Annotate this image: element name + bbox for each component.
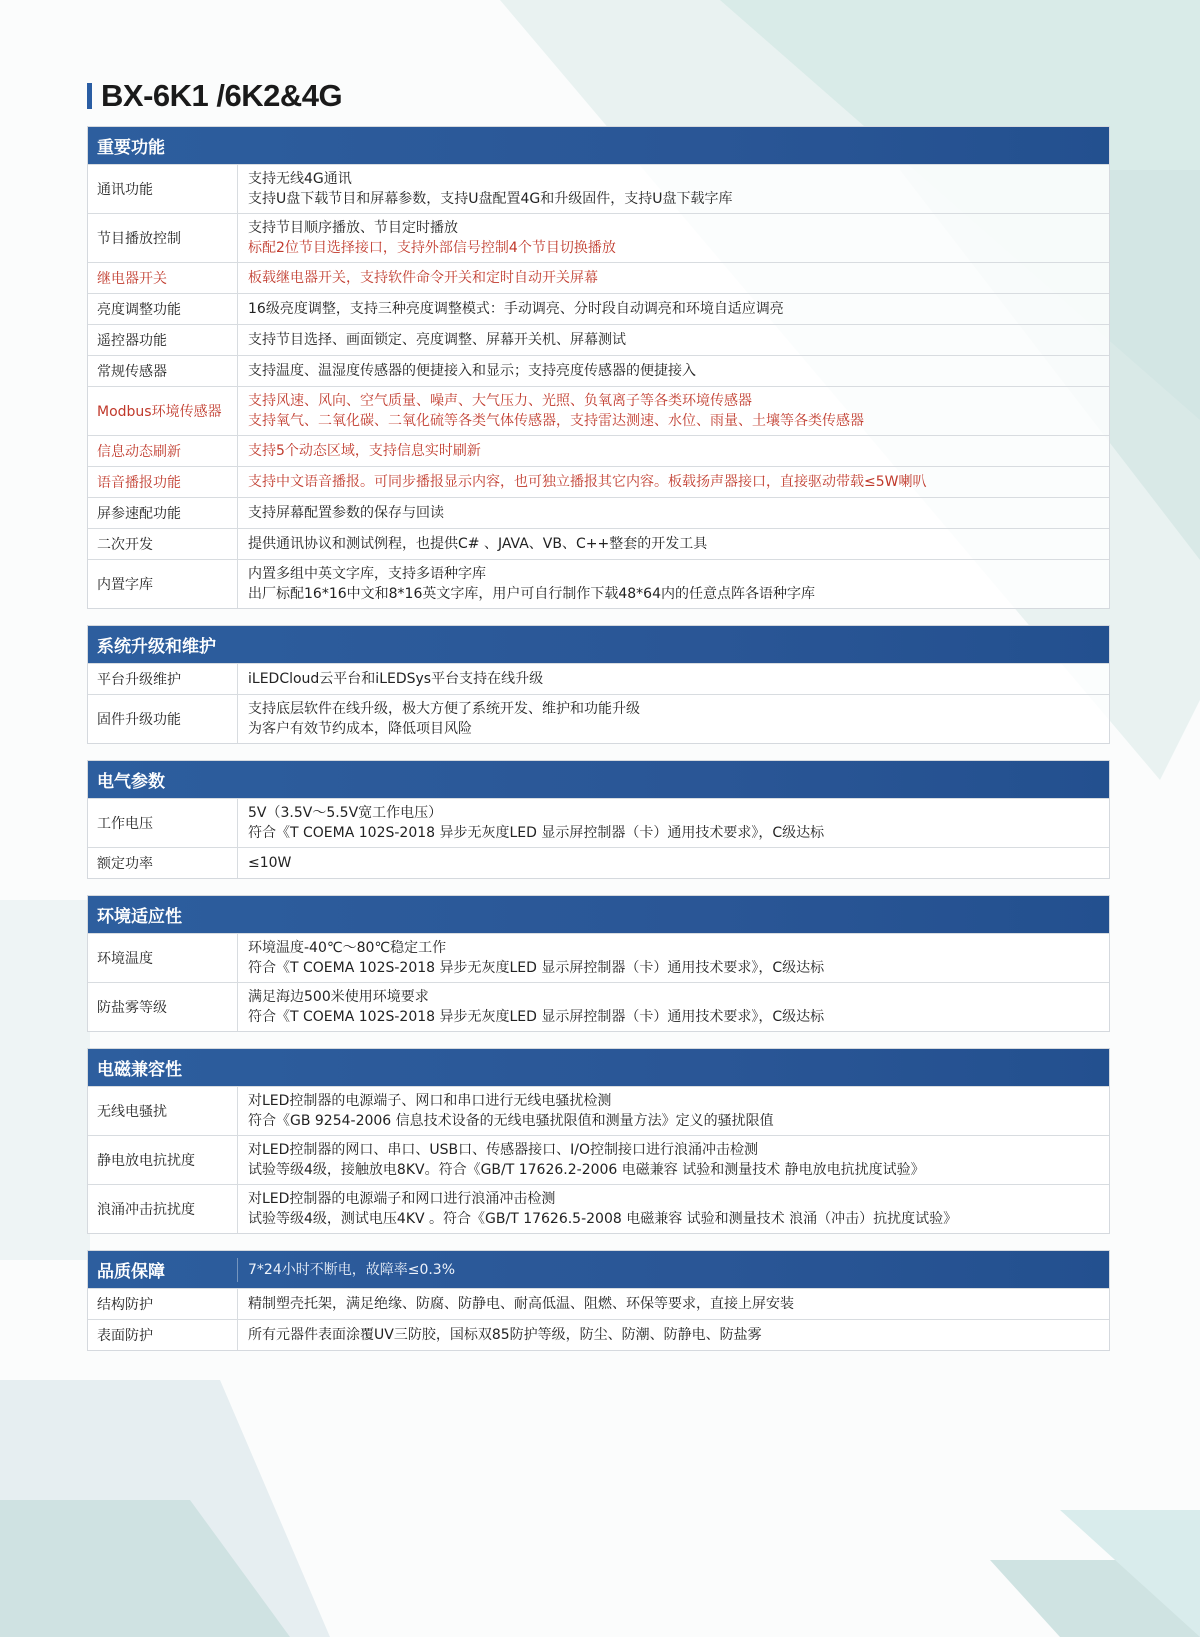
spec-value [238, 695, 1109, 743]
spec-value-line: 为客户有效节约成本，降低项目风险 [248, 721, 472, 737]
spec-value [238, 165, 1109, 213]
spec-value [238, 356, 1109, 386]
spec-row [88, 559, 1109, 608]
section-header [88, 626, 1109, 663]
spec-value-line: 板载继电器开关，支持软件命令开关和定时自动开关屏幕 [248, 270, 598, 286]
spec-row [88, 355, 1109, 386]
spec-value-line: 所有元器件表面涂覆UV三防胶，国标双85防护等级，防尘、防潮、防静电、防盐雾 [248, 1327, 762, 1343]
spec-label: 语音播报功能 [88, 467, 238, 497]
spec-row [88, 1135, 1109, 1184]
page-title [87, 78, 342, 114]
product-model-title: BX-6K1 /6K2&4G [101, 78, 343, 113]
spec-row [88, 497, 1109, 528]
spec-value [238, 799, 1109, 847]
spec-row [88, 164, 1109, 213]
spec-label: 防盐雾等级 [88, 983, 238, 1031]
section-header [88, 1251, 1109, 1288]
spec-value-line: 符合《T COEMA 102S-2018 异步无灰度LED 显示屏控制器（卡）通用技术要求》，C级达标 [248, 1009, 825, 1025]
spec-value-line: 内置多组中英文字库，支持多语种字库 [248, 566, 486, 582]
spec-value-line: 5V（3.5V～5.5V宽工作电压） [248, 805, 443, 821]
spec-label: 静电放电抗扰度 [88, 1136, 238, 1184]
spec-value [238, 934, 1109, 982]
spec-label: 通讯功能 [88, 165, 238, 213]
section-header-note: 7*24小时不断电，故障率≤0.3% [237, 1258, 455, 1282]
spec-label: 节目播放控制 [88, 214, 238, 262]
spec-value-line: 支持氧气、二氧化碳、二氧化硫等各类气体传感器，支持雷达测速、水位、雨量、土壤等各类传感器 [248, 413, 864, 429]
spec-value-line: 支持节目顺序播放、节目定时播放 [248, 220, 458, 236]
spec-label: 结构防护 [88, 1289, 238, 1319]
spec-value-line: 精制塑壳托架，满足绝缘、防腐、防静电、耐高低温、阻燃、环保等要求，直接上屏安装 [248, 1296, 794, 1312]
spec-value-line: 支持U盘下载节目和屏幕参数，支持U盘配置4G和升级固件，支持U盘下载字库 [248, 191, 733, 207]
spec-value-line: 提供通讯协议和测试例程，也提供C# 、JAVA、VB、C++整套的开发工具 [248, 536, 708, 552]
spec-label: 屏参速配功能 [88, 498, 238, 528]
spec-value [238, 1289, 1109, 1319]
spec-row [88, 982, 1109, 1031]
spec-row [88, 1319, 1109, 1350]
spec-value [238, 498, 1109, 528]
spec-value-line: 对LED控制器的电源端子、网口和串口进行无线电骚扰检测 [248, 1093, 612, 1109]
section-header [88, 761, 1109, 798]
spec-row [88, 213, 1109, 262]
section-header [88, 1049, 1109, 1086]
spec-value [238, 387, 1109, 435]
spec-value-line: 试验等级4级，测试电压4KV 。符合《GB/T 17626.5-2008 电磁兼容 试验和测量技术 浪涌（冲击）抗扰度试验》 [248, 1211, 958, 1227]
section-title: 电气参数 [97, 772, 165, 792]
spec-value-line: 支持底层软件在线升级，极大方便了系统开发、维护和功能升级 [248, 701, 640, 717]
spec-row [88, 694, 1109, 743]
spec-value [238, 436, 1109, 466]
spec-row [88, 466, 1109, 497]
section-title: 电磁兼容性 [97, 1060, 182, 1080]
spec-value-line: 试验等级4级，接触放电8KV。符合《GB/T 17626.2-2006 电磁兼容 试验和测量技术 静电放电抗扰度试验》 [248, 1162, 925, 1178]
spec-label: 亮度调整功能 [88, 294, 238, 324]
spec-value [238, 294, 1109, 324]
spec-value [238, 848, 1109, 878]
spec-value [238, 1087, 1109, 1135]
spec-row [88, 386, 1109, 435]
spec-value-line: 标配2位节目选择接口，支持外部信号控制4个节目切换播放 [248, 240, 616, 256]
spec-value-line: 符合《T COEMA 102S-2018 异步无灰度LED 显示屏控制器（卡）通用技术要求》，C级达标 [248, 960, 825, 976]
spec-value-line: 对LED控制器的网口、串口、USB口、传感器接口、I/O控制接口进行浪涌冲击检测 [248, 1142, 759, 1158]
spec-value [238, 325, 1109, 355]
spec-row [88, 293, 1109, 324]
spec-value [238, 560, 1109, 608]
spec-value-line: ≤10W [248, 855, 292, 871]
spec-label: 遥控器功能 [88, 325, 238, 355]
spec-label: 表面防护 [88, 1320, 238, 1350]
spec-section [87, 1250, 1110, 1351]
section-title: 环境适应性 [97, 907, 182, 927]
spec-label: 无线电骚扰 [88, 1087, 238, 1135]
spec-row [88, 1184, 1109, 1233]
spec-value [238, 467, 1109, 497]
title-accent-bar [87, 83, 92, 109]
spec-label: Modbus环境传感器 [88, 387, 238, 435]
spec-label: 内置字库 [88, 560, 238, 608]
spec-row [88, 933, 1109, 982]
spec-row [88, 1086, 1109, 1135]
spec-value [238, 983, 1109, 1031]
spec-value-line: 支持温度、温湿度传感器的便捷接入和显示；支持亮度传感器的便捷接入 [248, 363, 696, 379]
spec-section [87, 760, 1110, 879]
spec-label: 信息动态刷新 [88, 436, 238, 466]
spec-value-line: 支持无线4G通讯 [248, 171, 352, 187]
spec-value [238, 1320, 1109, 1350]
spec-value-line: 16级亮度调整，支持三种亮度调整模式：手动调亮、分时段自动调亮和环境自适应调亮 [248, 301, 784, 317]
spec-value-line: iLEDCloud云平台和iLEDSys平台支持在线升级 [248, 671, 544, 687]
spec-section [87, 1048, 1110, 1234]
spec-label: 工作电压 [88, 799, 238, 847]
spec-label: 环境温度 [88, 934, 238, 982]
spec-row [88, 798, 1109, 847]
section-title: 重要功能 [97, 138, 165, 158]
section-title: 系统升级和维护 [97, 637, 216, 657]
spec-value-line: 出厂标配16*16中文和8*16英文字库，用户可自行制作下载48*64内的任意点阵各语种字库 [248, 586, 815, 602]
spec-value [238, 664, 1109, 694]
spec-value-line: 环境温度-40℃～80℃稳定工作 [248, 940, 447, 956]
spec-label: 固件升级功能 [88, 695, 238, 743]
spec-value [238, 529, 1109, 559]
spec-value-line: 符合《T COEMA 102S-2018 异步无灰度LED 显示屏控制器（卡）通用技术要求》，C级达标 [248, 825, 825, 841]
spec-section [87, 895, 1110, 1032]
spec-value-line: 支持5个动态区域，支持信息实时刷新 [248, 443, 481, 459]
spec-row [88, 435, 1109, 466]
spec-label: 额定功率 [88, 848, 238, 878]
spec-value [238, 214, 1109, 262]
section-header [88, 127, 1109, 164]
spec-label: 平台升级维护 [88, 664, 238, 694]
spec-sections [87, 126, 1110, 1367]
spec-value [238, 263, 1109, 293]
spec-row [88, 1288, 1109, 1319]
spec-row [88, 847, 1109, 878]
section-title: 品质保障 [97, 1262, 165, 1282]
spec-value [238, 1136, 1109, 1184]
spec-value-line: 对LED控制器的电源端子和网口进行浪涌冲击检测 [248, 1191, 556, 1207]
spec-value-line: 满足海边500米使用环境要求 [248, 989, 429, 1005]
spec-label: 二次开发 [88, 529, 238, 559]
spec-section [87, 625, 1110, 744]
spec-value [238, 1185, 1109, 1233]
spec-section [87, 126, 1110, 609]
spec-value-line: 支持屏幕配置参数的保存与回读 [248, 505, 444, 521]
spec-row [88, 528, 1109, 559]
spec-label: 继电器开关 [88, 263, 238, 293]
section-header [88, 896, 1109, 933]
spec-row [88, 663, 1109, 694]
spec-row [88, 262, 1109, 293]
spec-row [88, 324, 1109, 355]
spec-value-line: 支持风速、风向、空气质量、噪声、大气压力、光照、负氧离子等各类环境传感器 [248, 393, 752, 409]
spec-label: 浪涌冲击抗扰度 [88, 1185, 238, 1233]
spec-value-line: 符合《GB 9254-2006 信息技术设备的无线电骚扰限值和测量方法》定义的骚扰限值 [248, 1113, 774, 1129]
spec-label: 常规传感器 [88, 356, 238, 386]
spec-value-line: 支持中文语音播报。可同步播报显示内容，也可独立播报其它内容。板载扬声器接口，直接驱动带载≤5W喇叭 [248, 474, 927, 490]
spec-value-line: 支持节目选择、画面锁定、亮度调整、屏幕开关机、屏幕测试 [248, 332, 626, 348]
